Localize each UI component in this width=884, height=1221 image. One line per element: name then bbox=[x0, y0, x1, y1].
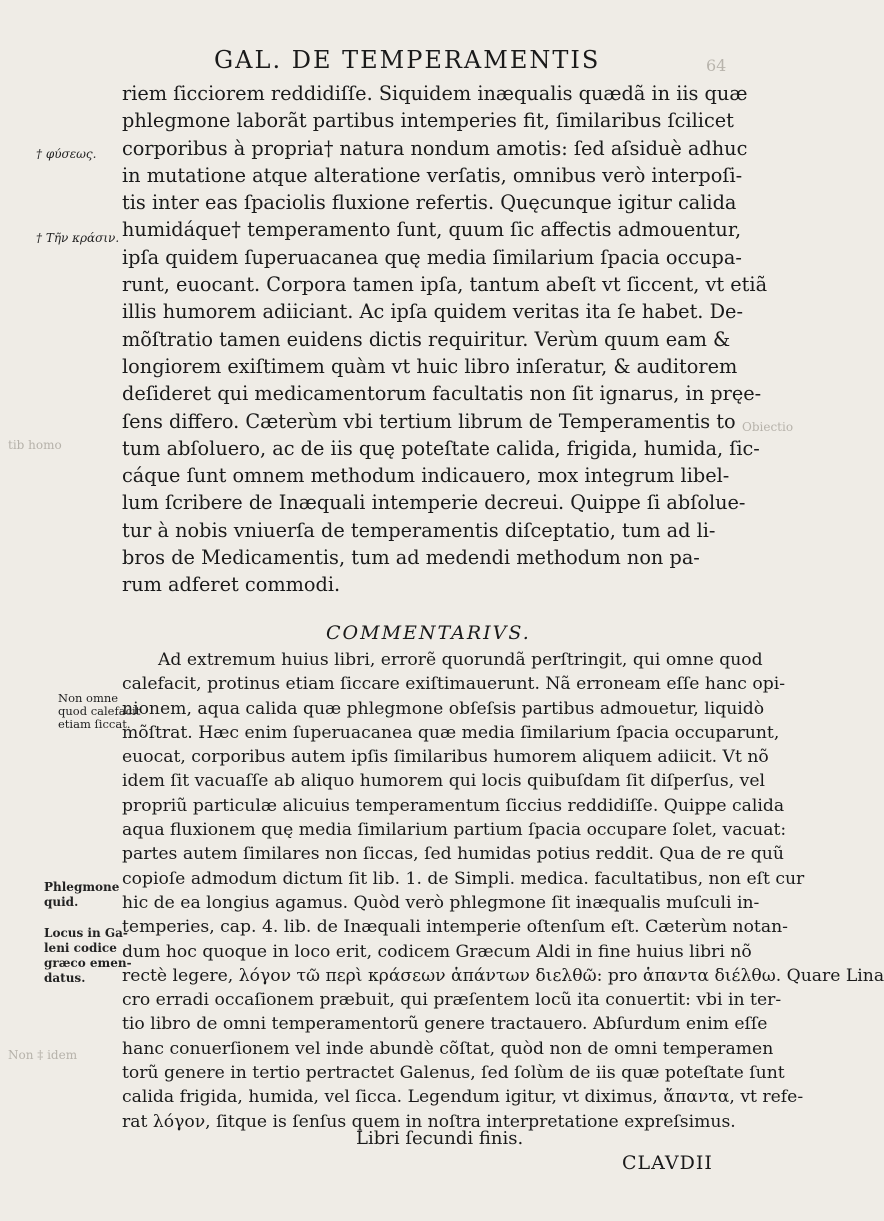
text-line: in mutatione atque alteratione verſatis, omnibus verò interpoſi- bbox=[122, 163, 743, 187]
text-line: rum adferet commodi. bbox=[122, 573, 341, 597]
text-line: longiorem exiſtimem quàm vt huic libro inſeratur, & auditorem bbox=[122, 354, 738, 378]
margin-note-non-omne: Non omne quod calefacit etiam ſiccat. bbox=[58, 691, 141, 731]
bleed-through-mark: Obiectio bbox=[742, 420, 794, 434]
text-line: lum ſcribere de Inæquali intemperie decreui. Quippe ſi abſolue- bbox=[122, 491, 746, 515]
commentary-line: hic de ea longius agamus. Quòd verò phlegmone ſit inæqualis muſculi in- bbox=[122, 892, 760, 913]
text-line: tum abſoluero, ac de iis quę poteſtate calida, frigida, humida, ſic- bbox=[122, 436, 760, 460]
text-line: runt, euocant. Corpora tamen ipſa, tantum abeſt vt ſiccent, vt etiã bbox=[122, 273, 768, 297]
text-line: deſideret qui medicamentorum facultatis non ſit ignarus, in pręe- bbox=[122, 382, 762, 406]
text-line: ſens differo. Cæterùm vbi tertium librum de Temperamentis to bbox=[122, 409, 736, 433]
commentary-line: propriũ particulæ alicuius temperamentum ſiccius reddidiſſe. Quippe calida bbox=[122, 795, 785, 816]
commentary-line: tio libro de omni temperamentorũ genere tractauero. Abſurdum enim eſſe bbox=[122, 1014, 768, 1035]
commentary-line: mõſtrat. Hæc enim ſuperuacanea quæ media ſimilarium ſpacia occuparunt, bbox=[122, 722, 780, 743]
text-line: cáque ſunt omnem methodum indicauero, mox integrum libel- bbox=[122, 464, 730, 488]
text-line: tur à nobis vniuerſa de temperamentis diſceptatio, tum ad li- bbox=[122, 518, 716, 542]
commentary-line: rat λόγον, ſitque is ſenſus quem in noſtra interpretatione expreſsimus. bbox=[122, 1111, 736, 1132]
text-line: bros de Medicamentis, tum ad medendi methodum non pa- bbox=[122, 546, 700, 570]
commentary-line: calida frigida, humida, vel ſicca. Legendum igitur, vt diximus, ἄπαντα, vt refe- bbox=[122, 1087, 804, 1108]
commentary-line: hanc conuerſionem vel inde abundè cõſtat, quòd non de omni temperamen bbox=[122, 1038, 774, 1059]
catchword: CLAVDII bbox=[622, 1152, 713, 1174]
text-line: riem ſicciorem reddidiſſe. Siquidem inæqualis quædã in iis quæ bbox=[122, 82, 748, 105]
book-end-note: Libri ſecundi finis. bbox=[356, 1128, 524, 1149]
commentary-line: euocat, corporibus autem ipſis ſimilaribus humorem aliquem adiicit. Vt nõ bbox=[122, 747, 769, 768]
commentary-line: copioſe admodum dictum ſit lib. 1. de Simpli. medica. facultatibus, non eſt cur bbox=[122, 868, 805, 889]
margin-note-greek: † Τῆν κράσιν. bbox=[36, 231, 120, 245]
commentary-line: torũ genere in tertio pertractet Galenus, ſed ſolùm de iis quæ poteſtate ſunt bbox=[122, 1063, 785, 1084]
commentary-text bbox=[122, 648, 884, 1134]
margin-note-greek: † φύσεως. bbox=[36, 147, 97, 161]
commentary-line: idem ſit vacuaſſe ab aliquo humorem qui locis quibuſdam ſit diſperſus, vel bbox=[122, 771, 766, 792]
text-line: tis inter eas ſpaciolis fluxione refertis. Quęcunque igitur calida bbox=[122, 191, 737, 215]
margin-note-phlegmone: Phlegmone quid. bbox=[44, 880, 120, 909]
text-line: ipſa quidem ſuperuacanea quę media ſimilarium ſpacia occupa- bbox=[122, 245, 742, 269]
commentary-line: cro erradi occaſionem præbuit, qui præſentem locũ ita conuertit: vbi in ter- bbox=[122, 990, 782, 1011]
text-line: humidáque† temperamento ſunt, quum ſic affectis admouentur, bbox=[122, 218, 742, 242]
running-title: GAL. DE TEMPERAMENTIS bbox=[214, 46, 601, 74]
page-number: 64 bbox=[706, 56, 727, 75]
commentary-line: dum hoc quoque in loco erit, codicem Græcum Aldi in fine huius libri nõ bbox=[122, 941, 752, 962]
commentary-heading: COMMENTARIVS. bbox=[326, 622, 531, 644]
commentary-line: nionem, aqua calida quæ phlegmone obſeſsis partibus admouetur, liquidò bbox=[122, 698, 765, 719]
text-line: mõſtratio tamen euidens dictis requiritur. Verùm quum eam & bbox=[122, 327, 731, 351]
commentary-line: rectè legere, λόγον τῶ περὶ κράσεων ἁπάντων διελθῶ: pro ἁπαντα διέλθω. Quare Lina bbox=[122, 965, 884, 986]
bleed-through-mark: Non ‡ idem bbox=[8, 1048, 78, 1062]
text-line: illis humorem adiiciant. Ac ipſa quidem veritas ita ſe habet. De- bbox=[122, 300, 743, 324]
commentary-line: Ad extremum huius libri, errorẽ quorundã perſtringit, qui omne quod bbox=[158, 650, 763, 670]
margin-note-locus: Locus in Ga- leni codice græco emen- datus. bbox=[44, 926, 132, 985]
text-line: corporibus à propria† natura nondum amotis: ſed aſsiduè adhuc bbox=[122, 136, 748, 160]
text-line: phlegmone laborãt partibus intemperies fit, ſimilaribus ſcilicet bbox=[122, 109, 734, 133]
bleed-through-mark: tib homo bbox=[8, 438, 62, 452]
commentary-line: temperies, cap. 4. lib. de Inæquali intemperie oſtenſum eſt. Cæterùm notan- bbox=[122, 917, 788, 938]
commentary-line: aqua fluxionem quę media ſimilarium partium ſpacia occupare ſolet, vacuat: bbox=[122, 820, 787, 841]
commentary-line: partes autem ſimilares non ſiccas, ſed humidas potius reddit. Qua de re quũ bbox=[122, 844, 784, 865]
commentary-line: calefacit, protinus etiam ſiccare exiſtimauerunt. Nã erroneam eſſe hanc opi- bbox=[122, 674, 786, 695]
main-text bbox=[122, 80, 797, 599]
